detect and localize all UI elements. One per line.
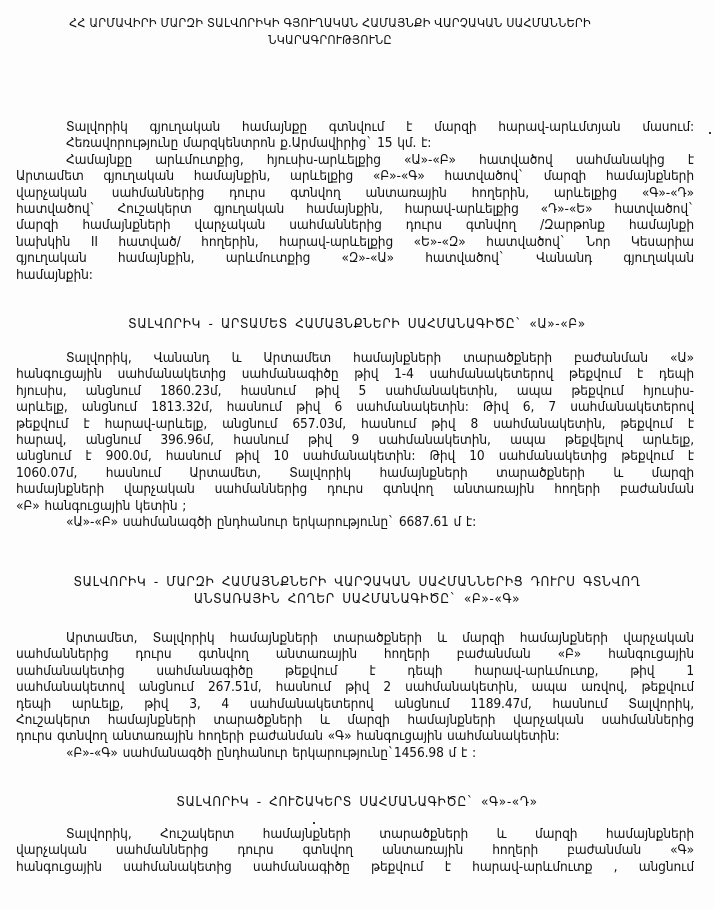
text-line: հյուսիս, անցնում 1860.23մ, հասնում թիվ 5 սահմանակետին, ապա թեքվում հյուսիս- <box>16 382 694 399</box>
text-line: 1060.07մ, հասնում Արտամետ, Տալվորիկ համայնքների տարածքների և մարզի <box>16 464 694 481</box>
section-heading-b-g <box>0 574 714 608</box>
text-line: համայնքների վարչական սահմաններից դուրս գտնվող անտառային հողերի բաժանման <box>16 481 694 498</box>
scan-speck <box>709 132 711 134</box>
section-heading-a-b: ՏԱԼՎՈՐԻԿ - ԱՐՏԱՄԵՏ ՀԱՄԱՅՆՔՆԵՐԻ ՍԱՀՄԱՆԱԳԻԾԸ` «Ա»-«Բ» <box>128 316 586 332</box>
text-line: անցնում է 900.0մ, հասնում թիվ 10 սահմանակետին: Թիվ 10 սահմանակետից թեքվում է <box>16 448 694 465</box>
section-a-b-total-length: «Ա»-«Բ» սահմանագծի ընդհանուր երկարությունը` 6687.61 մ է: <box>66 514 477 531</box>
text-line: Արտամետ գյուղական համայնքին, արևելքից «Բ»-«Գ» հատվածով` մարզի համայնքների <box>16 168 694 185</box>
text-line: Տալվորիկ գյուղական համայնքը գտնվում է մարզի հարավ-արևմտյան մասում: <box>66 119 694 135</box>
section-a-b-paragraph <box>16 350 694 530</box>
text-line: հանգուցային սահմանակետից սահմանագիծը թեքվում է հարավ-արևմուտք , անցնում <box>16 858 694 875</box>
document-title <box>20 14 640 48</box>
section-heading-line: ԱՆՏԱՌԱՅԻՆ ՀՈՂԵՐ ՍԱՀՄԱՆԱԳԻԾԸ` «Բ»-«Գ» <box>193 591 521 607</box>
text-line: նախկին II հատված/ հողերին, հարավ-արևելքից «Ե»-«Զ» հատվածով` Նոր Կեսարիա <box>16 233 694 250</box>
text-line: թեքվում է հարավ-արևելք, անցնում 657.03մ, հասնում թիվ 8 սահմանակետին, թեքվում է <box>16 415 694 432</box>
text-line: Համայնքը արևմուտքից, հյուսիս-արևելքից «Ա»-«Բ» հատվածով սահմանակից է <box>66 151 694 168</box>
section-heading-line: ՏԱԼՎՈՐԻԿ - ՄԱՐԶԻ ՀԱՄԱՅՆՔՆԵՐԻ ՎԱՐՉԱԿԱՆ ՍԱՀՄԱՆՆԵՐԻՑ ԴՈՒՐՍ ԳՏՆՎՈՂ <box>73 574 641 590</box>
text-line: սահմանակետից սահմանագիծը թեքվում է դեպի հարավ-արևմուտք, թիվ 1 <box>16 662 694 679</box>
section-b-g-paragraph <box>16 630 694 761</box>
text-line: հարավ, անցնում 396.96մ, հասնում թիվ 9 սահմանակետին, ապա թեքվելով արևելք, <box>16 432 694 449</box>
text-line: սահմաններից դուրս գտնվող անտառային հողերի բաժանման «Բ» հանգուցային <box>16 646 694 663</box>
text-line: վարչական սահմաններից դուրս գտնվող անտառային հողերի բաժանման «Գ» <box>16 842 694 859</box>
text-line: համայնքին: <box>16 266 93 283</box>
text-line: վարչական սահմաններից դուրս գտնվող անտառային հողերին, արևելքից «Գ»-«Դ» <box>16 184 694 201</box>
document-title-line: ՀՀ ԱՐՄԱՎԻՐԻ ՄԱՐԶԻ ՏԱԼՎՈՐԻԿԻ ԳՅՈՒՂԱԿԱՆ ՀԱՄԱՅՆՔԻ ՎԱՐՉԱԿԱՆ ՍԱՀՄԱՆՆԵՐԻ <box>69 15 591 30</box>
section-heading-g-d: ՏԱԼՎՈՐԻԿ - ՀՈՒՇԱԿԵՐՏ ՍԱՀՄԱՆԱԳԻԾԸ` «Գ»-«Դ» <box>176 794 538 810</box>
section-g-d-paragraph <box>16 826 694 875</box>
document-title-line: ՆԿԱՐԱԳՐՈՒԹՅՈՒՆԸ <box>268 32 392 47</box>
text-line: դեպի արևելք, թիվ 3, 4 սահմանակետերով անցնում 1189.47մ, հասնում Տալվորիկ, <box>16 695 694 712</box>
text-line: Հեռավորությունը մարզկենտրոն ք.Արմավիրից` 15 կմ. է: <box>66 135 432 152</box>
text-line: հատվածով` Հուշակերտ գյուղական համայնքին, հարավ-արևելքից «Դ»-«Ե» հատվածով` <box>16 201 694 218</box>
section-b-g-total-length: «Բ»-«Գ» սահմանագծի ընդհանուր երկարությունը`1456.98 մ է : <box>66 744 476 761</box>
text-line: Տալվորիկ, Հուշակերտ համայնքների տարածքների և մարզի համայնքների <box>66 826 694 842</box>
text-line: սահմանակետով անցնում 267.51մ, հասնում թիվ 2 սահմանակետին, ապա առվով, թեքվում <box>16 679 694 696</box>
text-line: Տալվորիկ, Վանանդ և Արտամետ համայնքների տարածքների բաժանման «Ա» <box>66 350 694 366</box>
text-line: Արտամետ, Տալվորիկ համայնքների տարածքների և մարզի համայնքների վարչական <box>66 630 694 646</box>
text-line: դուրս գտնվող անտառային հողերի բաժանման «Գ» հանգուցային սահմանակետին: <box>16 728 560 745</box>
text-line: մարզի համայնքների վարչական սահմաններից դուրս գտնվող /Զարթոնք համայնքի <box>16 217 694 234</box>
text-line: արևելք, անցնում 1813.32մ, հասնում թիվ 6 սահմանակետին: Թիվ 6, 7 սահմանակետերով <box>16 399 694 416</box>
text-line: գյուղական համայնքին, արևմուտքից «Զ»-«Ա» հատվածով` Վանանդ գյուղական <box>16 250 694 267</box>
text-line: «Բ» հանգուցային կետին ; <box>16 497 187 514</box>
scan-speck <box>313 822 315 824</box>
text-line: հանգուցային սահմանակետից սահմանագիծը թիվ 1-4 սահմանակետերով թեքվում է դեպի <box>16 366 694 383</box>
intro-paragraph <box>16 119 694 283</box>
text-line: Հուշակերտ համայնքների տարածքների և մարզի համայնքների վարչական սահմաններից <box>16 712 694 729</box>
